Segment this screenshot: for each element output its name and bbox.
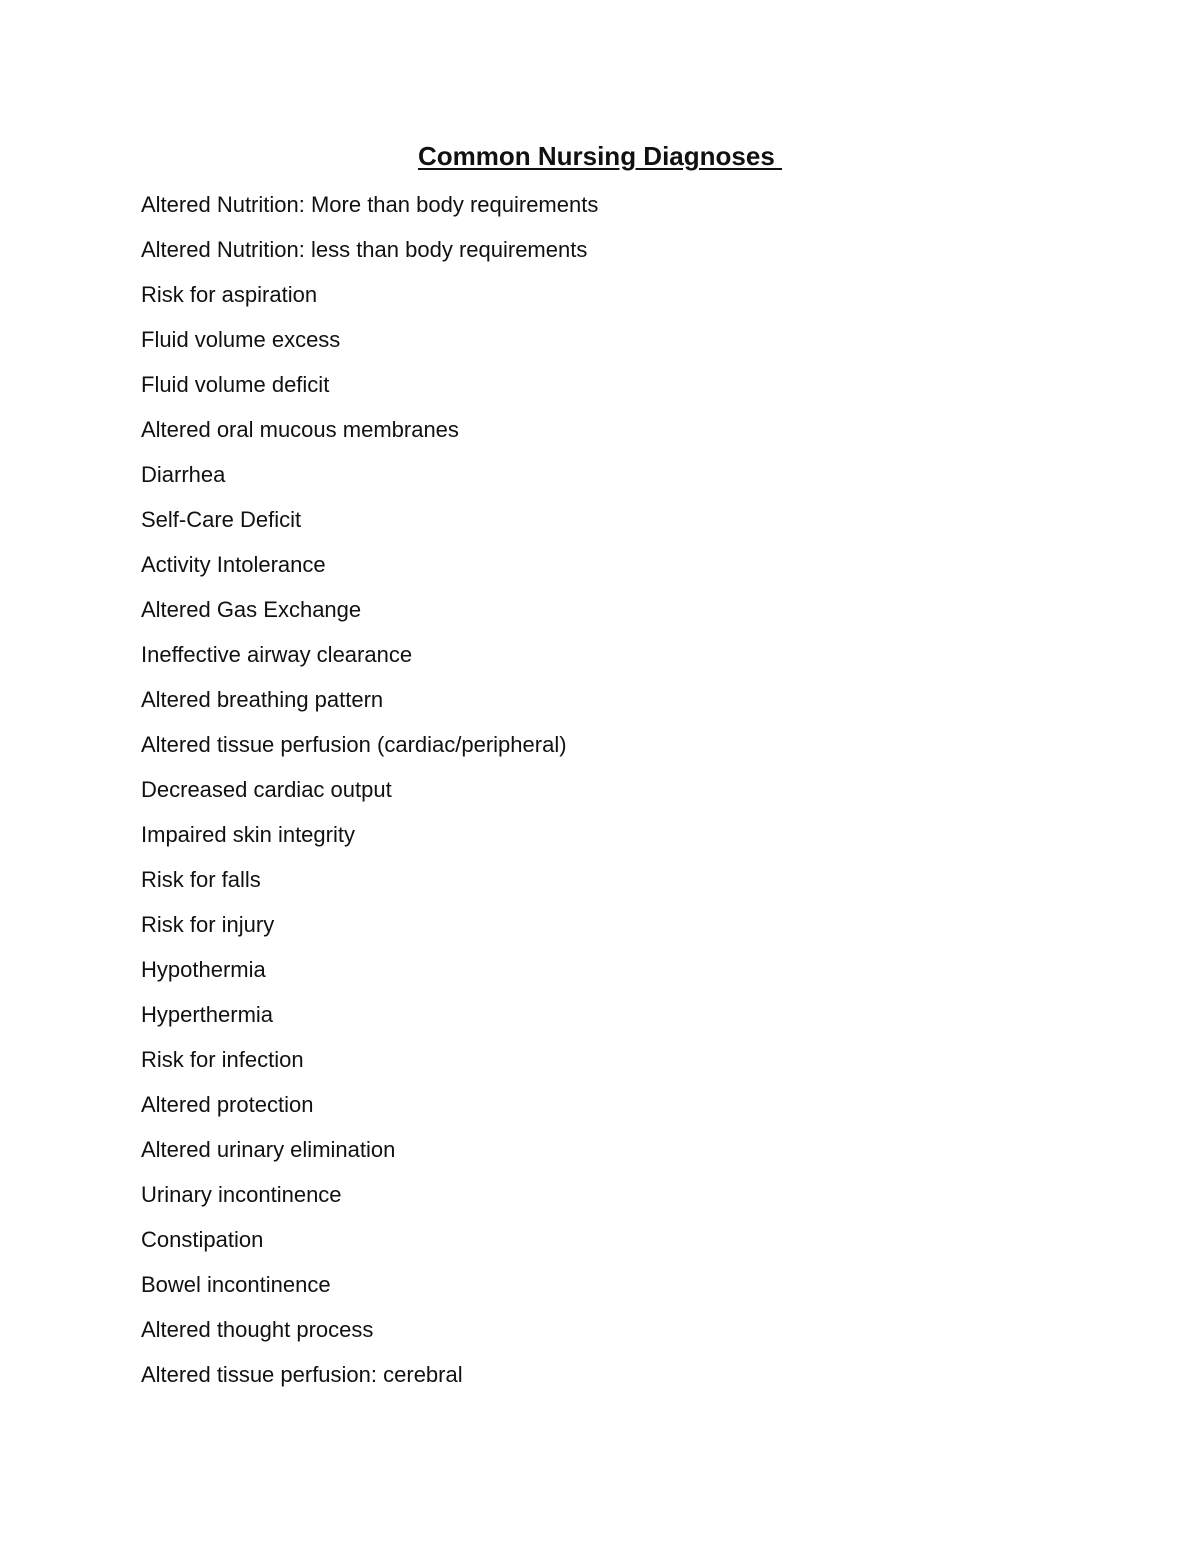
list-item: Hyperthermia — [141, 1002, 274, 1027]
list-item: Altered oral mucous membranes — [141, 417, 459, 442]
page-title-text: Common Nursing Diagnoses — [417, 141, 783, 171]
list-item: Altered urinary elimination — [141, 1137, 396, 1162]
list-item: Activity Intolerance — [141, 552, 326, 577]
list-item: Altered Gas Exchange — [141, 597, 362, 622]
list-item: Risk for aspiration — [141, 282, 318, 307]
list-item: Fluid volume excess — [141, 327, 341, 352]
list-item: Ineffective airway clearance — [141, 642, 413, 667]
list-item: Risk for injury — [141, 912, 275, 937]
list-item: Altered breathing pattern — [141, 687, 384, 712]
list-item: Bowel incontinence — [141, 1272, 331, 1297]
list-item: Altered tissue perfusion: cerebral — [141, 1362, 463, 1387]
list-item: Diarrhea — [141, 462, 226, 487]
list-item: Altered Nutrition: less than body requirements — [141, 237, 588, 262]
list-item: Altered tissue perfusion (cardiac/peripheral) — [141, 732, 567, 757]
list-item: Hypothermia — [141, 957, 266, 982]
list-item: Risk for falls — [141, 867, 261, 892]
list-item: Constipation — [141, 1227, 264, 1252]
list-item: Urinary incontinence — [141, 1182, 342, 1207]
list-item: Altered Nutrition: More than body requirements — [141, 192, 599, 217]
list-item: Self-Care Deficit — [141, 507, 302, 532]
list-item: Impaired skin integrity — [141, 822, 355, 847]
page-title — [0, 138, 1200, 174]
diagnosis-list — [141, 187, 598, 1402]
list-item: Altered thought process — [141, 1317, 374, 1342]
list-item: Risk for infection — [141, 1047, 304, 1072]
list-item: Altered protection — [141, 1092, 314, 1117]
list-item: Decreased cardiac output — [141, 777, 392, 802]
list-item: Fluid volume deficit — [141, 372, 330, 397]
